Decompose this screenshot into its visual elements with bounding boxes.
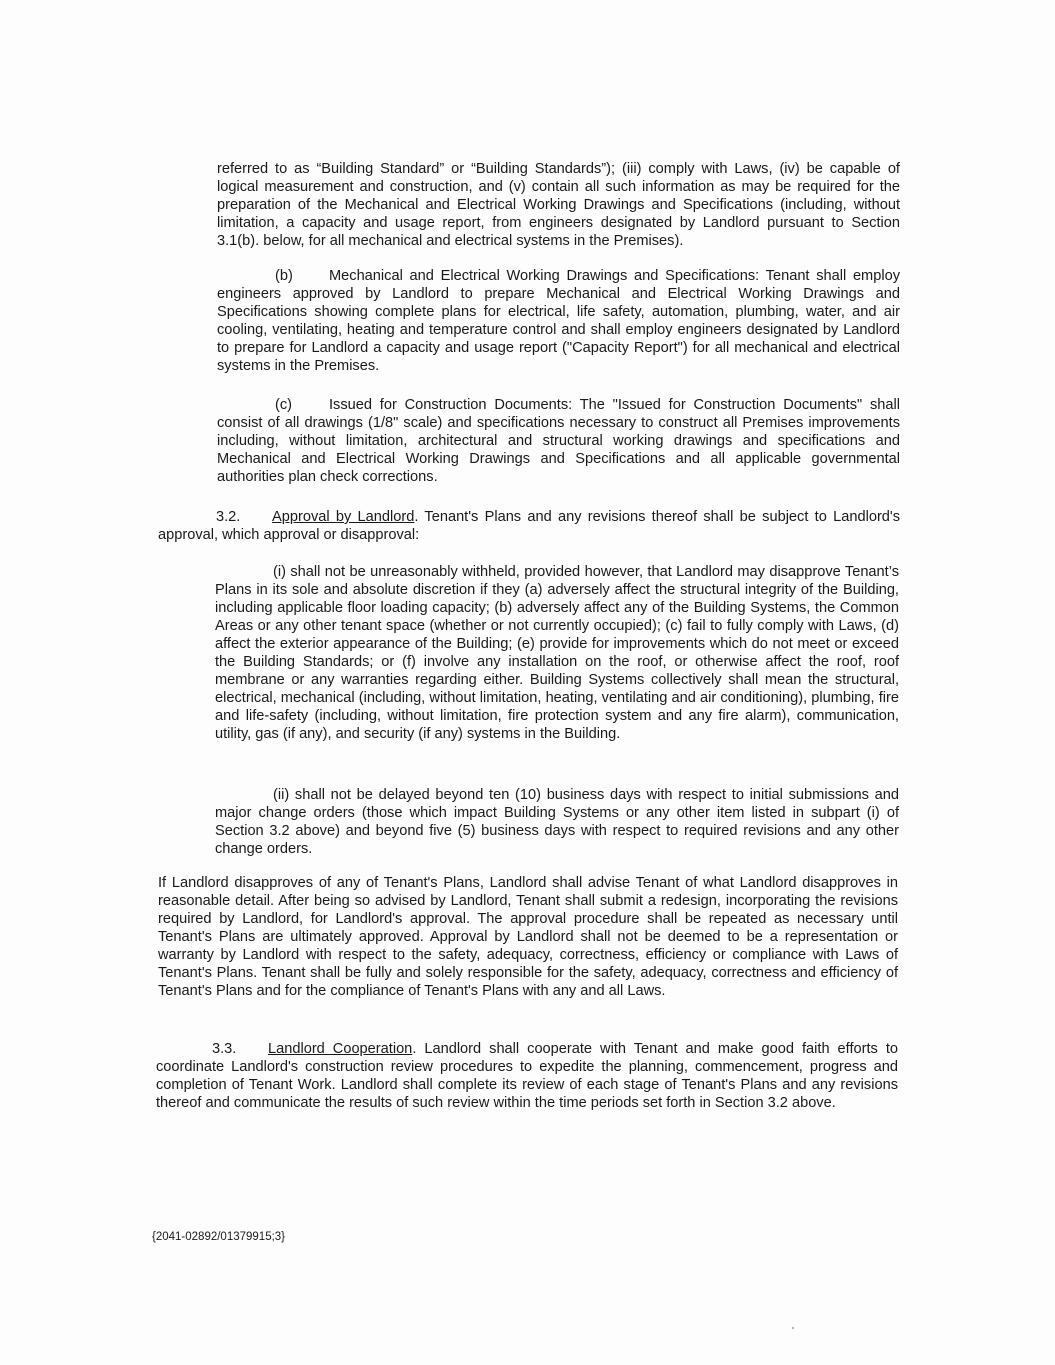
section-3-2-paragraph — [158, 508, 900, 544]
paragraph-item-i: (i) shall not be unreasonably withheld, provided however, that Landlord may disapprove Tenant’s Plans in its sole and absolute discretion if they (a) adversely affect the structural integrity of the Building, including applicable floor loading capacity; (b) adversely affect any of the Building Systems, the Common Areas or any other tenant space (whether or not currently occupied); (c) fail to fully comply with Laws, (d) affect the exterior appearance of the Building; (e) provide for improvements which do not meet or exceed the Building Standards; or (f) involve any installation on the roof, or otherwise affect the roof, roof membrane or any warranties regarding either. Building Systems collectively shall mean the structural, electrical, mechanical (including, without limitation, heating, ventilating and air conditioning), plumbing, fire and life-safety (including, without limitation, fire protection system and any fire alarm), communication, utility, gas (if any), and security (if any) systems in the Building. — [215, 564, 899, 742]
scan-speck — [792, 1327, 794, 1329]
paragraph-item-ii: (ii) shall not be delayed beyond ten (10) business days with respect to initial submissions and major change orders (those which impact Building Systems or any other item listed in subpart (i) of Section 3.2 above) and beyond five (5) business days with respect to required revisions and any other change orders. — [215, 787, 899, 857]
subsection-text-c: Issued for Construction Documents: The "Issued for Construction Documents" shall consist of all drawings (1/8" scale) and specifications necessary to construct all Premises improvements including, without limitation, architectural and structural working drawings and specifications and Mechanical and Electrical Working Drawings and Specifications and all applicable governmental authorities plan check corrections. — [217, 397, 900, 485]
paragraph-mechanical-electrical — [217, 267, 900, 375]
document-id: {2041-02892/01379915;3} — [152, 1231, 286, 1243]
section-text-3-3: . Landlord shall cooperate with Tenant and make good faith efforts to coordinate Landlord's construction review procedures to expedite the planning, commencement, progress and completion of Tenant Work. Landlord shall complete its review of each stage of Tenant's Plans and any revisions thereof and communicate the results of such review within the time periods set forth in Section 3.2 above. — [156, 1041, 898, 1111]
section-3-3-paragraph — [156, 1040, 898, 1112]
subsection-label-c: (c) — [275, 397, 293, 413]
subsection-label-b: (b) — [275, 268, 293, 284]
paragraph-disapproval: If Landlord disapproves of any of Tenant's Plans, Landlord shall advise Tenant of what Landlord disapproves in reasonable detail. After being so advised by Landlord, Tenant shall submit a redesign, incorporating the revisions required by Landlord, for Landlord's approval. The approval procedure shall be repeated as necessary until Tenant's Plans are ultimately approved. Approval by Landlord shall not be deemed to be a representation or warranty by Landlord with respect to the safety, adequacy, correctness, efficiency or compliance with Laws of Tenant's Plans. Tenant shall be fully and solely responsible for the safety, adequacy, correctness and efficiency of Tenant's Plans and for the compliance of Tenant's Plans with any and all Laws. — [158, 875, 898, 999]
section-number-3-3: 3.3. — [212, 1041, 237, 1057]
section-number-3-2: 3.2. — [216, 509, 241, 525]
paragraph-building-standards: referred to as “Building Standard” or “Building Standards”); (iii) comply with Laws, (iv) be capable of logical measurement and construction, and (v) contain all such information as may be required for the preparation of the Mechanical and Electrical Working Drawings and Specifications (including, without limitation, a capacity and usage report, from engineers designated by Landlord pursuant to Section 3.1(b). below, for all mechanical and electrical systems in the Premises). — [217, 161, 900, 249]
section-heading-cooperation: Landlord Cooperation — [268, 1041, 413, 1057]
subsection-text-b: Mechanical and Electrical Working Drawings and Specifications: Tenant shall employ engineers approved by Landlord to prepare Mechanical and Electrical Working Drawings and Specifications showing complete plans for electrical, life safety, automation, plumbing, water, and air cooling, ventilating, heating and temperature control and shall employ engineers designated by Landlord to prepare for Landlord a capacity and usage report ("Capacity Report") for all mechanical and electrical systems in the Premises. — [217, 268, 900, 374]
paragraph-construction-documents — [217, 396, 900, 486]
section-text-3-2: . Tenant's Plans and any revisions thereof shall be subject to Landlord's approval, which approval or disapproval: — [158, 509, 900, 543]
section-heading-approval: Approval by Landlord — [272, 509, 415, 525]
